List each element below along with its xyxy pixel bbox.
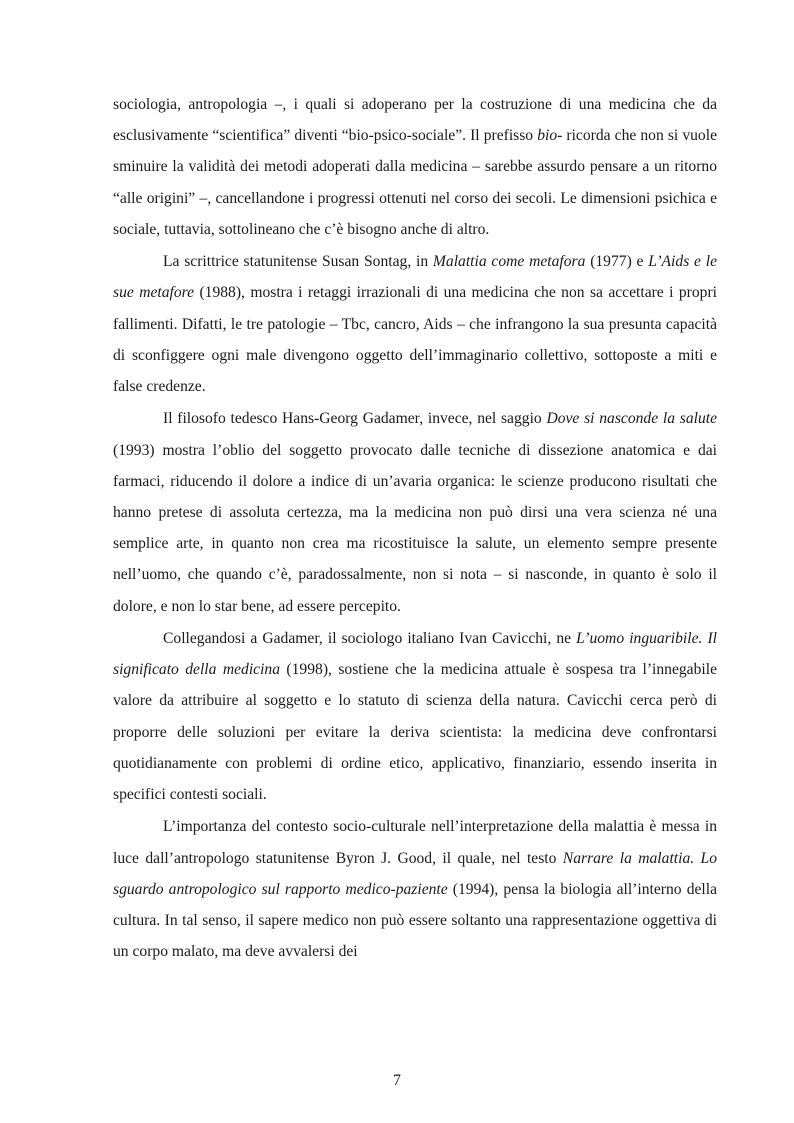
page-number: 7 (393, 1072, 401, 1089)
document-page (113, 89, 717, 969)
text-run: ricorda che non si vuole sminuire la validità dei metodi adoperati dalla medicina – sarebbe assurdo pensare a un ritorno “alle origini” –, cancellandone i progressi ottenuti nel corso dei secoli. Le dimensioni psichica e sociale, tuttavia, sottolineano che c’è bisogno anche di altro. (113, 127, 717, 238)
paragraph-5 (113, 811, 717, 967)
book-title: L’uomo inguaribile. Il significato della medicina (113, 630, 717, 679)
text-run: (1998), sostiene che la medicina attuale è sospesa tra l’innegabile valore da attribuire al soggetto e lo statuto di scienza della natura. Cavicchi cerca però di proporre delle soluzioni per evitare la deriva scientista: la medicina deve confrontarsi quotidianamente con problemi di ordine etico, applicativo, finanziario, essendo inserita in specifici contesti sociali. (113, 661, 717, 804)
book-title: Narrare la malattia. Lo sguardo antropologico sul rapporto medico-paziente (113, 849, 717, 898)
paragraph-3 (113, 403, 717, 621)
text-run: L’importanza del contesto socio-culturale nell’interpretazione della malattia è messa in luce dall’antropologo statunitense Byron J. Good, il quale, nel testo (113, 818, 717, 867)
italic-term: bio- (537, 127, 563, 145)
book-title: Malattia come metafora (432, 253, 586, 271)
text-run: Il filosofo tedesco Hans-Georg Gadamer, invece, nel saggio (163, 410, 547, 428)
text-run: Collegandosi a Gadamer, il sociologo italiano Ivan Cavicchi, ne (163, 630, 577, 648)
text-run: sociologia, antropologia –, i quali si adoperano per la costruzione di una medicina che da esclusivamente “scientifica” diventi “bio-psico-sociale”. Il prefisso (113, 96, 717, 145)
paragraph-4 (113, 623, 717, 810)
text-run: La scrittrice statunitense Susan Sontag, in (163, 253, 433, 271)
text-run: (1977) e (585, 253, 649, 271)
text-run: (1994), pensa la biologia all’interno della cultura. In tal senso, il sapere medico non può essere soltanto una rappresentazione oggettiva di un corpo malato, ma deve avvalersi dei (113, 880, 718, 961)
book-title: Dove si nasconde la salute (546, 410, 718, 428)
book-title: L’Aids e le sue metafore (113, 253, 717, 302)
text-run: (1993) mostra l’oblio del soggetto provocato dalle tecniche di dissezione anatomica e dai farmaci, riducendo il dolore a indice di un’avaria organica: le scienze producono risultati che hanno pretese di assoluta certezza, ma la medicina non può dirsi una vera scienza né una semplice arte, in quanto non crea ma ricostituisce la salute, un elemento sempre presente nell’uomo, che quando c’è, paradossalmente, non si nota – si nasconde, in quanto è solo il dolore, e non lo star bene, ad essere percepito. (113, 441, 717, 615)
paragraph-2 (113, 246, 717, 402)
text-run: (1988), mostra i retaggi irrazionali di una medicina che non sa accettare i propri fallimenti. Difatti, le tre patologie – Tbc, cancro, Aids – che infrangono la sua presunta capacità di sconfiggere ogni male divengono oggetto dell’immaginario collettivo, sottoposte a miti e false credenze. (113, 284, 717, 396)
paragraph-1 (113, 89, 717, 245)
